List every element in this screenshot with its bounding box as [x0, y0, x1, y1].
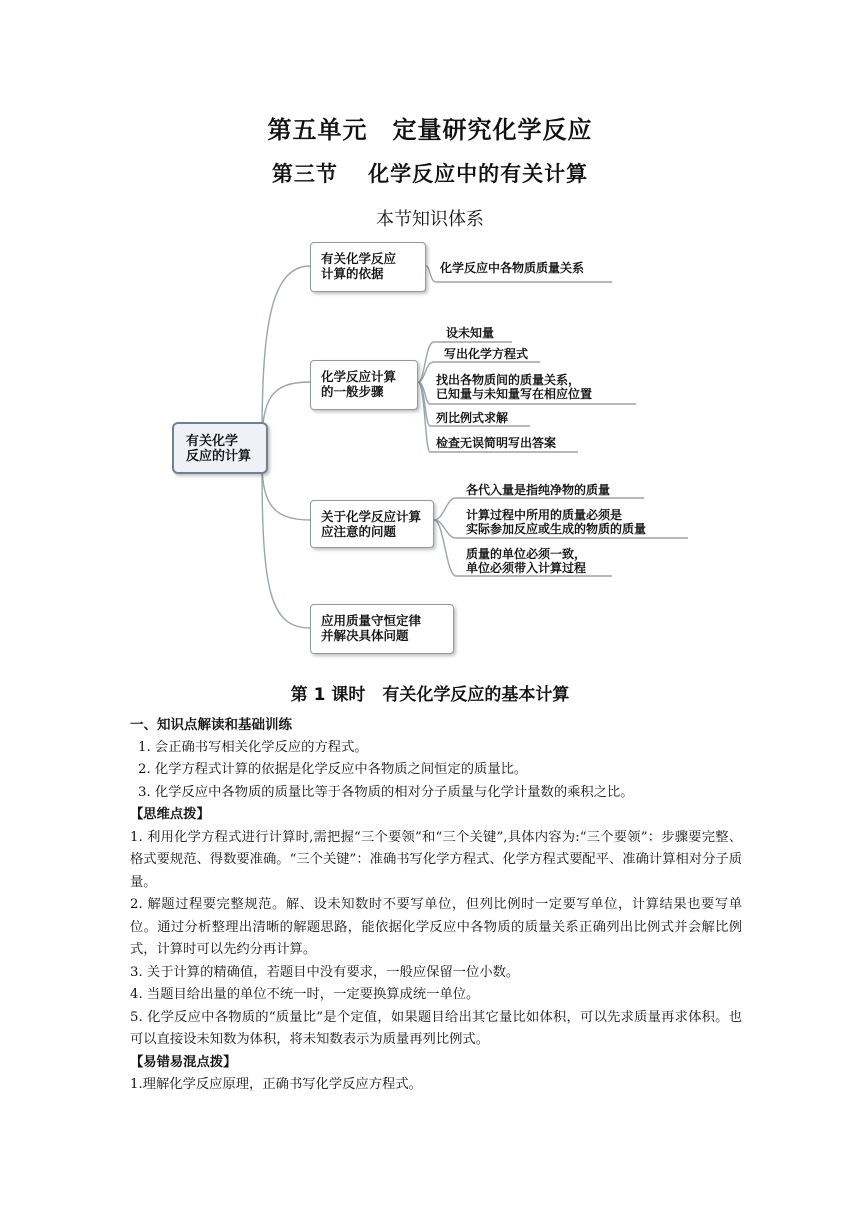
point-1: 1. 会正确书写相关化学反应的方程式。 — [138, 739, 368, 755]
leaf-check-answer: 检查无误简明写出答案 — [436, 436, 557, 450]
branch-basis-label: 有关化学反应 计算的依据 — [321, 251, 397, 281]
errors-heading: 【易错易混点拨】 — [130, 1054, 237, 1070]
point-2: 2. 化学方程式计算的依据是化学反应中各物质之间恒定的质量比。 — [138, 762, 528, 777]
mindmap-root — [172, 422, 268, 474]
tip-3: 3. 关于计算的精确值，若题目中没有要求，一般应保留一位小数。 — [130, 964, 520, 980]
section-title: 第三节 化学反应中的有关计算 — [271, 162, 589, 186]
tip-2: 2. 解题过程要完整规范。解、设未知数时不要写单位，但列比例时一定要写单位，计算结果也要写单位。通过分析整理出清晰的解题思路，能依据化学反应中各物质的质量关系正确列出比例式并会解比例式，计算时可以先约分再计算。 — [130, 897, 742, 957]
tip-5: 5. 化学反应中各物质的“质量比”是个定值，如果题目给出其它量比如体积，可以先求质量再求体积。也可以直接设未知数为体积，将未知数表示为质量再列比例式。 — [130, 1009, 742, 1047]
body-text — [130, 714, 742, 1097]
branch-conservation — [310, 604, 454, 654]
leaf-mass-relation: 化学反应中各物质质量关系 — [440, 261, 585, 275]
unit-title: 第五单元 定量研究化学反应 — [267, 116, 593, 144]
tip-4: 4. 当题目给出量的单位不统一时，一定要换算成统一单位。 — [130, 987, 480, 1002]
error-1: 1.理解化学反应原理，正确书写化学反应方程式。 — [130, 1077, 422, 1092]
branch-steps — [310, 360, 418, 410]
leaf-pure-mass: 各代入量是指纯净物的质量 — [466, 483, 611, 497]
branch-steps-label: 化学反应计算 的一般步骤 — [321, 369, 397, 399]
knowledge-system-title: 本节知识体系 — [376, 209, 484, 230]
leaf-unit-consistent: 质量的单位必须一致， 单位必须带入计算过程 — [466, 547, 587, 575]
leaf-set-unknown: 设未知量 — [446, 326, 495, 340]
branch-notes — [310, 500, 434, 548]
tips-heading: 【思维点拨】 — [130, 807, 210, 822]
point-3: 3. 化学反应中各物质的质量比等于各物质的相对分子质量与化学计量数的乘积之比。 — [138, 784, 634, 800]
leaf-write-equation: 写出化学方程式 — [444, 347, 529, 361]
section-heading: 一、知识点解读和基础训练 — [130, 717, 292, 733]
leaf-actual-mass: 计算过程中所用的质量必须是 实际参加反应或生成的物质的质量 — [466, 508, 647, 536]
branch-notes-label: 关于化学反应计算 应注意的问题 — [321, 509, 422, 539]
tip-1: 1. 利用化学方程式进行计算时,需把握“三个要领”和“三个关键”,具体内容为:“三个要领”：步骤要完整、格式要规范、得数要准确。“三个关键”：准确书写化学方程式、化学方程式要配平、准确计算相对分子质量。 — [130, 829, 742, 890]
branch-basis — [310, 242, 426, 292]
mindmap-root-label: 有关化学 反应的计算 — [186, 434, 252, 464]
leaf-find-mass-relation: 找出各物质间的质量关系， 已知量与未知量写在相应位置 — [436, 373, 593, 401]
leaf-proportion: 列比例式求解 — [436, 411, 509, 425]
branch-conservation-label: 应用质量守恒定律 并解决具体问题 — [321, 613, 422, 643]
lesson-title: 第 1 课时 有关化学反应的基本计算 — [290, 685, 570, 705]
